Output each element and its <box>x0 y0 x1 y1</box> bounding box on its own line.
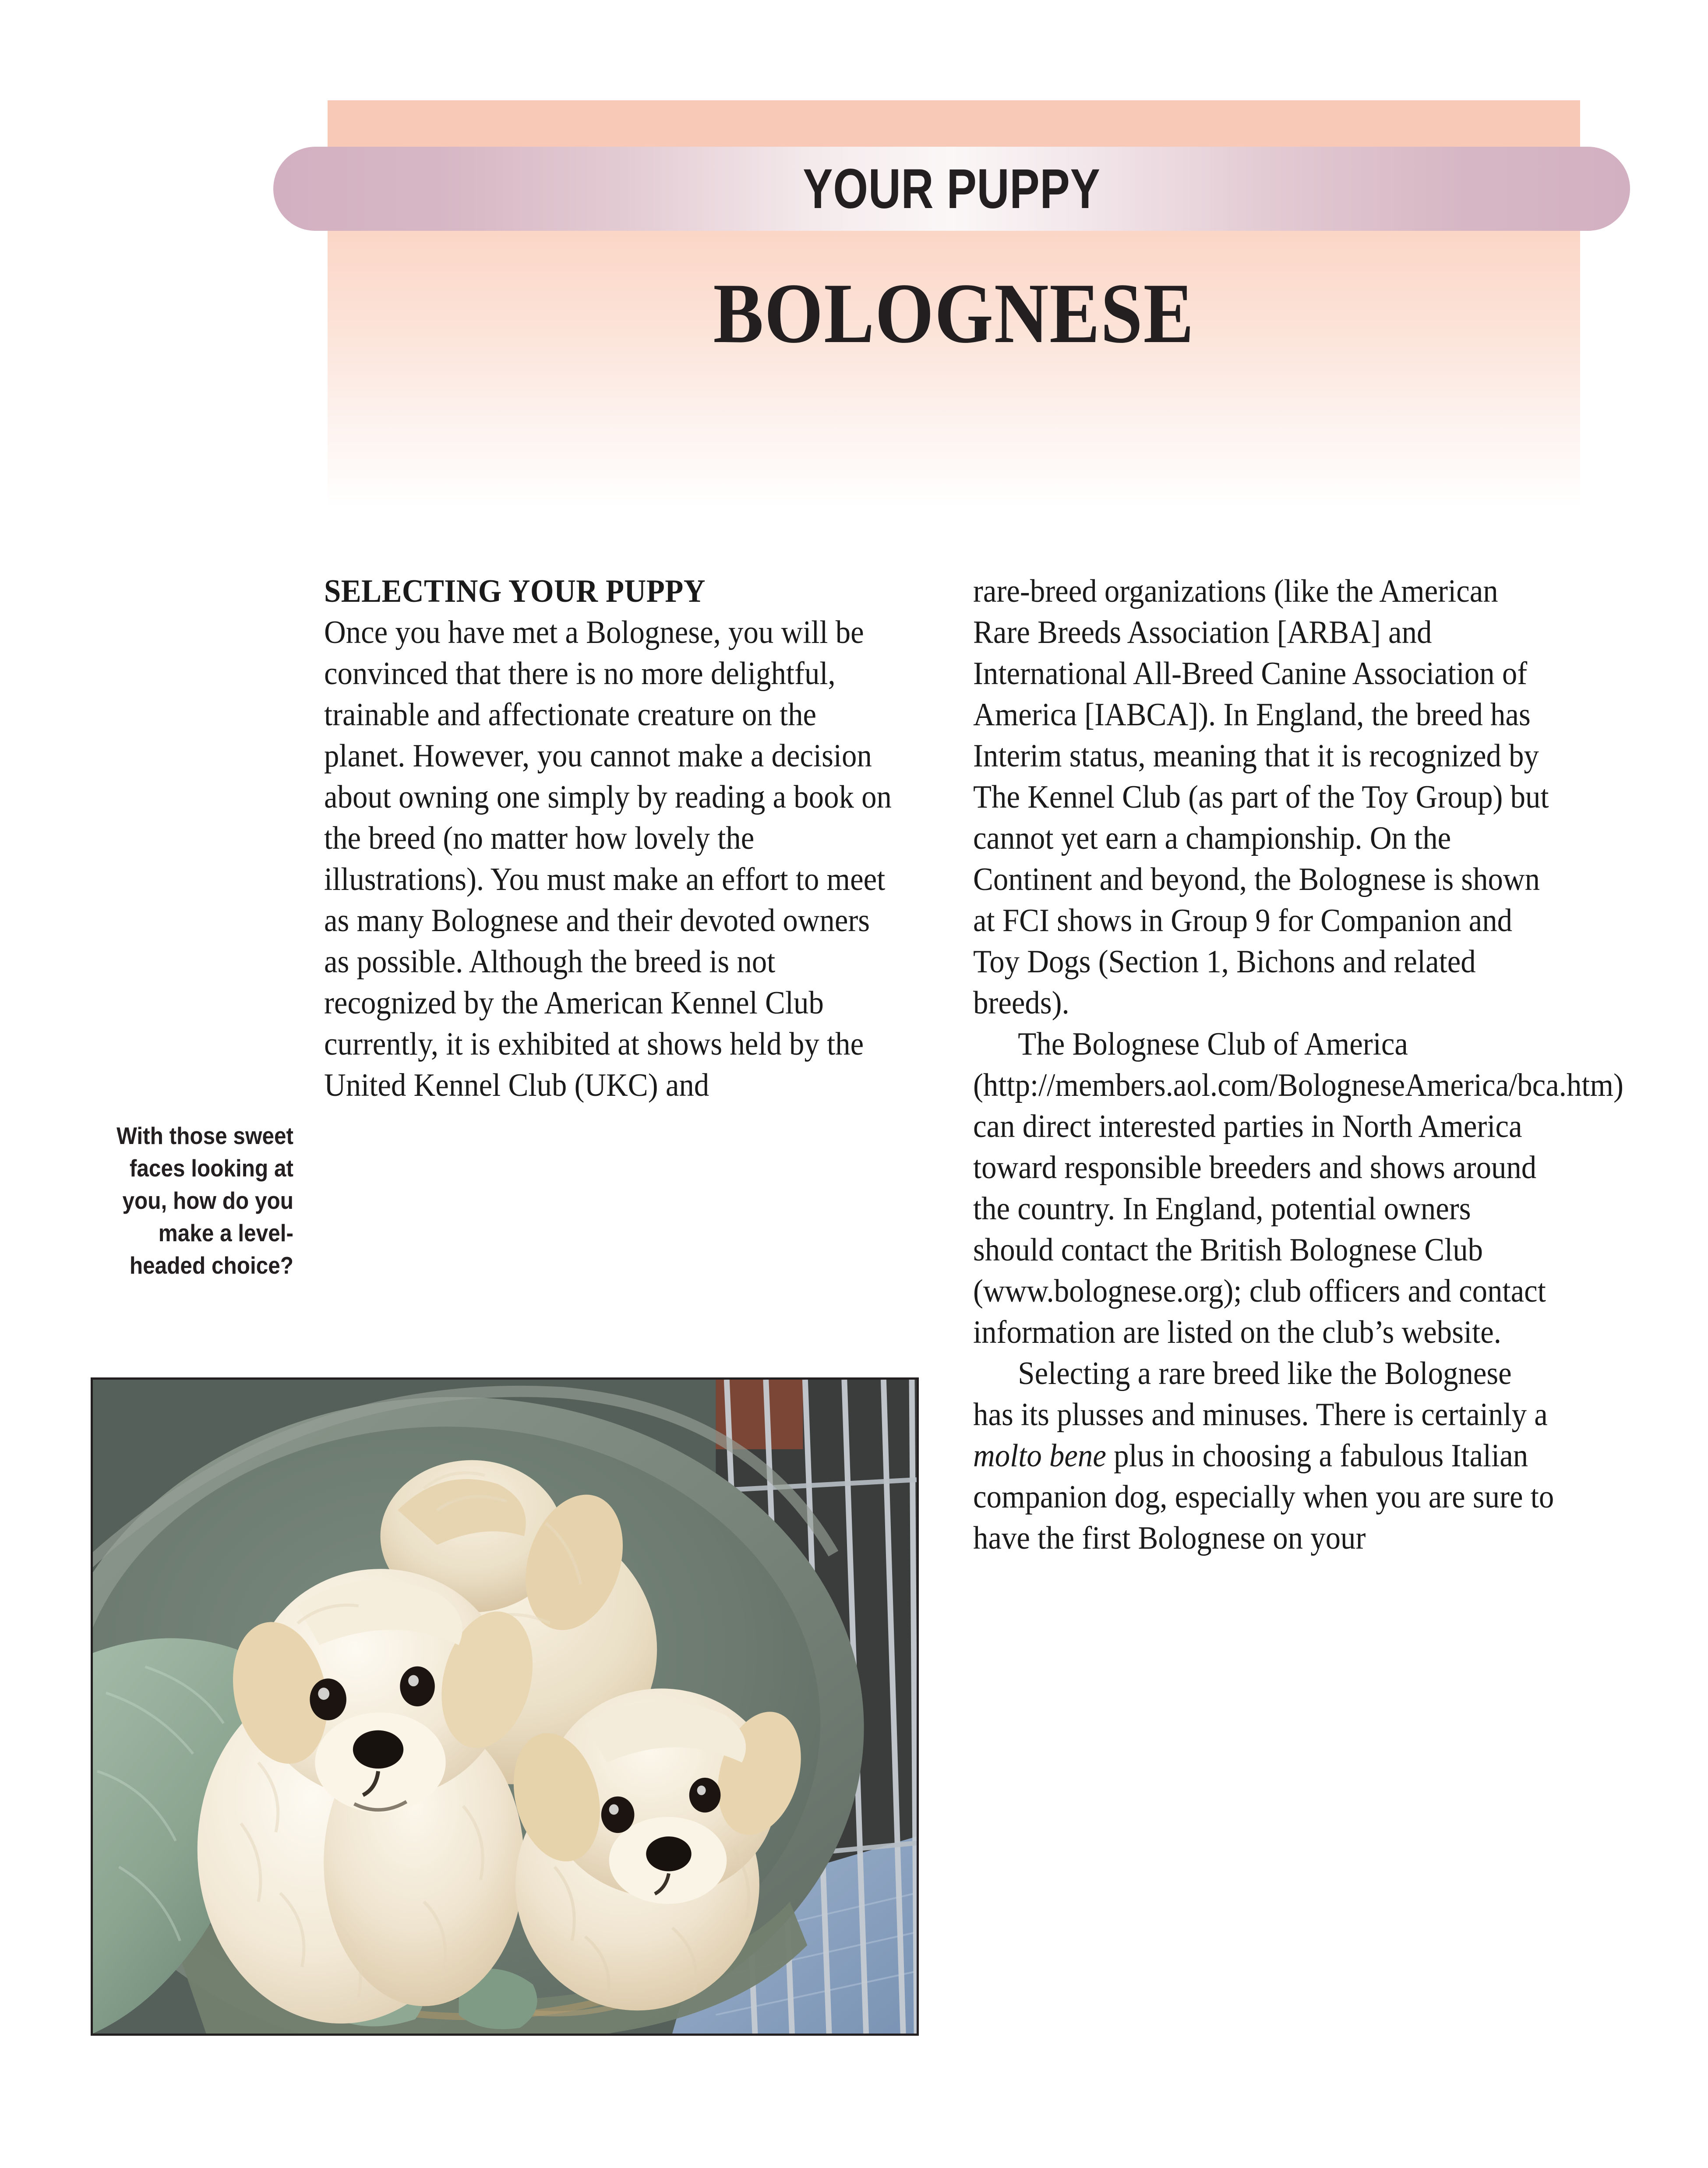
right-paragraph-3-lead: Selecting a rare breed like the Bolognese has its plusses and minuses. There is certainly a <box>973 1356 1548 1433</box>
right-paragraph-1: rare-breed organizations (like the American Rare Breeds Association [ARBA] and International All-Breed Canine Association of America [IABCA]). In England, the breed has Interim status, meaning that it is recognized by The Kennel Club (as part of the Toy Group) but cannot yet earn a championship. On the Continent and beyond, the Bolognese is shown at FCI shows in Group 9 for Companion and Toy Dogs (Section 1, Bichons and related breeds). <box>973 573 1549 1021</box>
right-paragraph-3 <box>973 1353 1556 1559</box>
photo-caption: With those sweet faces looking at you, how do you make a level-headed choice? <box>116 1122 293 1279</box>
italic-phrase: molto bene <box>973 1438 1106 1474</box>
puppies-photo-illustration <box>93 1380 917 2034</box>
page-header <box>0 0 1708 526</box>
puppy-front-left <box>198 1569 547 2023</box>
section-heading <box>324 571 903 612</box>
right-text-column <box>973 571 1623 1559</box>
page-title: BOLOGNESE <box>713 266 1195 361</box>
left-paragraph-1: Once you have met a Bolognese, you will be convinced that there is no more delightful, trainable and affectionate creature on the planet. However, you cannot make a decision about owning one simply by reading a book on the breed (no matter how lovely the illustrations). You must make an effort to meet as many Bolognese and their devoted owners as possible. Although the breed is not recognized by the American Kennel Club currently, it is exhibited at shows held by the United Kennel Club (UKC) and <box>324 614 892 1103</box>
puppies-photo <box>91 1377 919 2036</box>
right-paragraph-2: The Bolognese Club of America (http://members.aol.com/BologneseAmerica/bca.htm) can direct interested parties in North America toward responsible breeders and shows around the country. In England, potential owners should contact the British Bolognese Club (www.bolognese.org); club officers and contact information are listed on the club’s website. <box>973 1026 1623 1350</box>
section-heading-text: SELECTING YOUR PUPPY <box>324 573 706 609</box>
left-text-column <box>324 571 903 1106</box>
page-kicker: YOUR PUPPY <box>803 157 1101 220</box>
right-paragraph-3-tail: plus in choosing a fabulous Italian companion dog, especially when you are sure to have the first Bolognese on your <box>973 1438 1554 1556</box>
